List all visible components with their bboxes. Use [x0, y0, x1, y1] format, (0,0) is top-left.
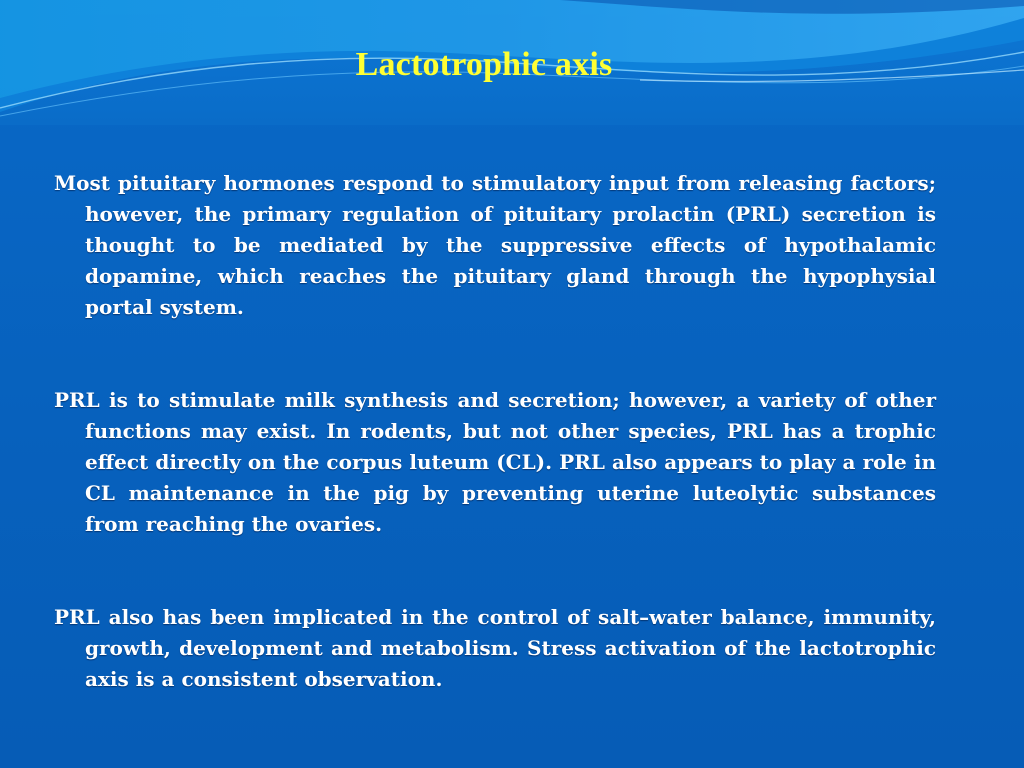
- slide-body: [54, 168, 936, 695]
- slide-title: Lactotrophic axis: [355, 46, 613, 83]
- paragraph-pituitary-regulation: Most pituitary hormones respond to stimulatory input from releasing factors; however, the primary regulation of pituitary prolactin (PRL) secretion is thought to be mediated by the suppressive effects of hypothalamic dopamine, which reaches the pituitary gland through the hypophysial portal system.: [54, 171, 936, 319]
- paragraph-prl-functions: PRL is to stimulate milk synthesis and secretion; however, a variety of other functions may exist. In rodents, but not other species, PRL has a trophic effect directly on the corpus luteum (CL). PRL also appears to play a role in CL maintenance in the pig by preventing uterine luteolytic substances from reaching the ovaries.: [54, 388, 936, 536]
- paragraph-prl-other-roles: PRL also has been implicated in the control of salt–water balance, immunity, growth, development and metabolism. Stress activation of the lactotrophic axis is a consistent observation.: [54, 605, 936, 691]
